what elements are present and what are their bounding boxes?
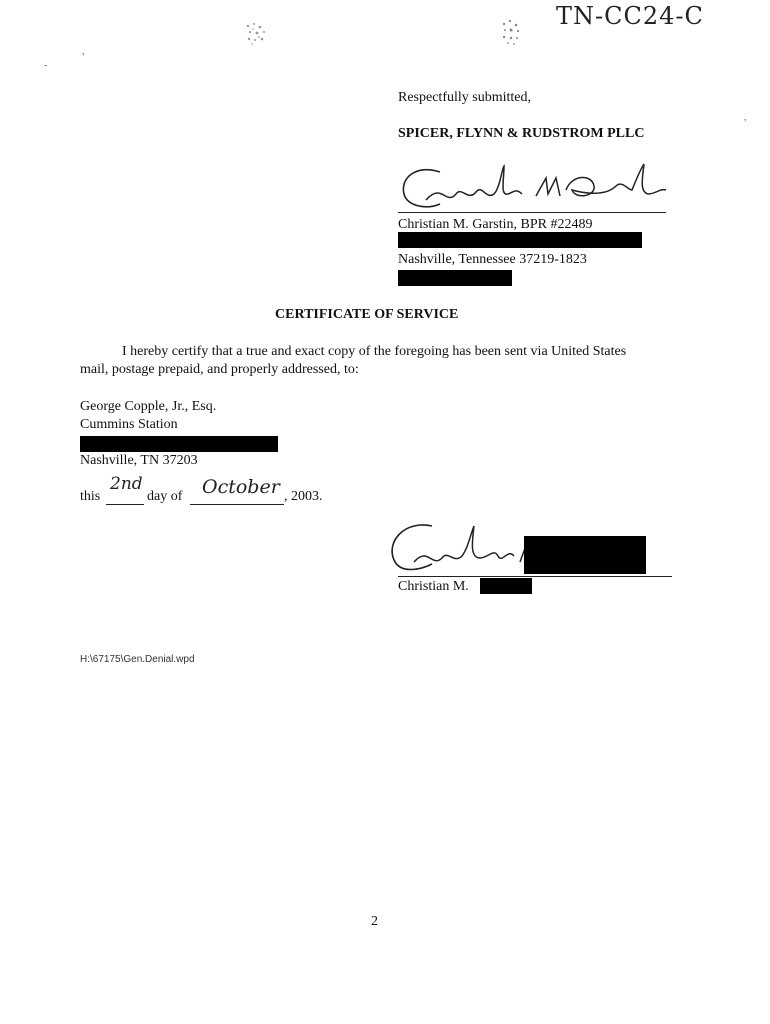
file-path: H:\67175\Gen.Denial.wpd	[80, 654, 195, 665]
seal-mark-left	[240, 18, 272, 48]
closing-text: Respectfully submitted,	[398, 90, 531, 105]
signer-name-partial: Christian M.	[398, 579, 469, 594]
stray-mark-right: ,	[744, 112, 747, 123]
recipient-city: Nashville, TN 37203	[80, 453, 198, 468]
city-line: Nashville, Tennessee 37219-1823	[398, 252, 587, 267]
recipient-name: George Copple, Jr., Esq.	[80, 399, 217, 414]
signature-image	[396, 160, 668, 216]
handwritten-day: 2nd	[110, 474, 143, 494]
date-year: , 2003.	[284, 489, 323, 504]
page-number: 2	[371, 914, 378, 929]
certificate-body-line1: I hereby certify that a true and exact copy of the foregoing has been sent via United States	[122, 344, 627, 359]
month-blank-line	[190, 504, 284, 505]
signature-line	[398, 212, 666, 213]
redaction-recipient-street	[80, 436, 278, 452]
date-this: this	[80, 489, 101, 504]
seal-mark-right	[496, 16, 526, 48]
recipient-building: Cummins Station	[80, 417, 178, 432]
day-blank-line	[106, 504, 144, 505]
firm-name: SPICER, FLYNN & RUDSTROM PLLC	[398, 126, 645, 141]
stray-mark: ,	[82, 46, 85, 57]
redaction-signer-surname	[480, 578, 532, 594]
handwritten-month: October	[202, 476, 280, 498]
signature-line-2	[398, 576, 672, 577]
certificate-body-line2: mail, postage prepaid, and properly addressed, to:	[80, 362, 359, 377]
date-day-of: day of	[147, 489, 183, 504]
handwritten-doc-code: TN-CC24-C	[556, 2, 704, 30]
redaction-phone	[398, 270, 512, 286]
redaction-signature-2	[524, 536, 646, 574]
redaction-address-1	[398, 232, 642, 248]
certificate-title: CERTIFICATE OF SERVICE	[275, 307, 459, 322]
stray-mark-left: -	[44, 60, 48, 71]
signer-name-bpr: Christian M. Garstin, BPR #22489	[398, 217, 593, 232]
